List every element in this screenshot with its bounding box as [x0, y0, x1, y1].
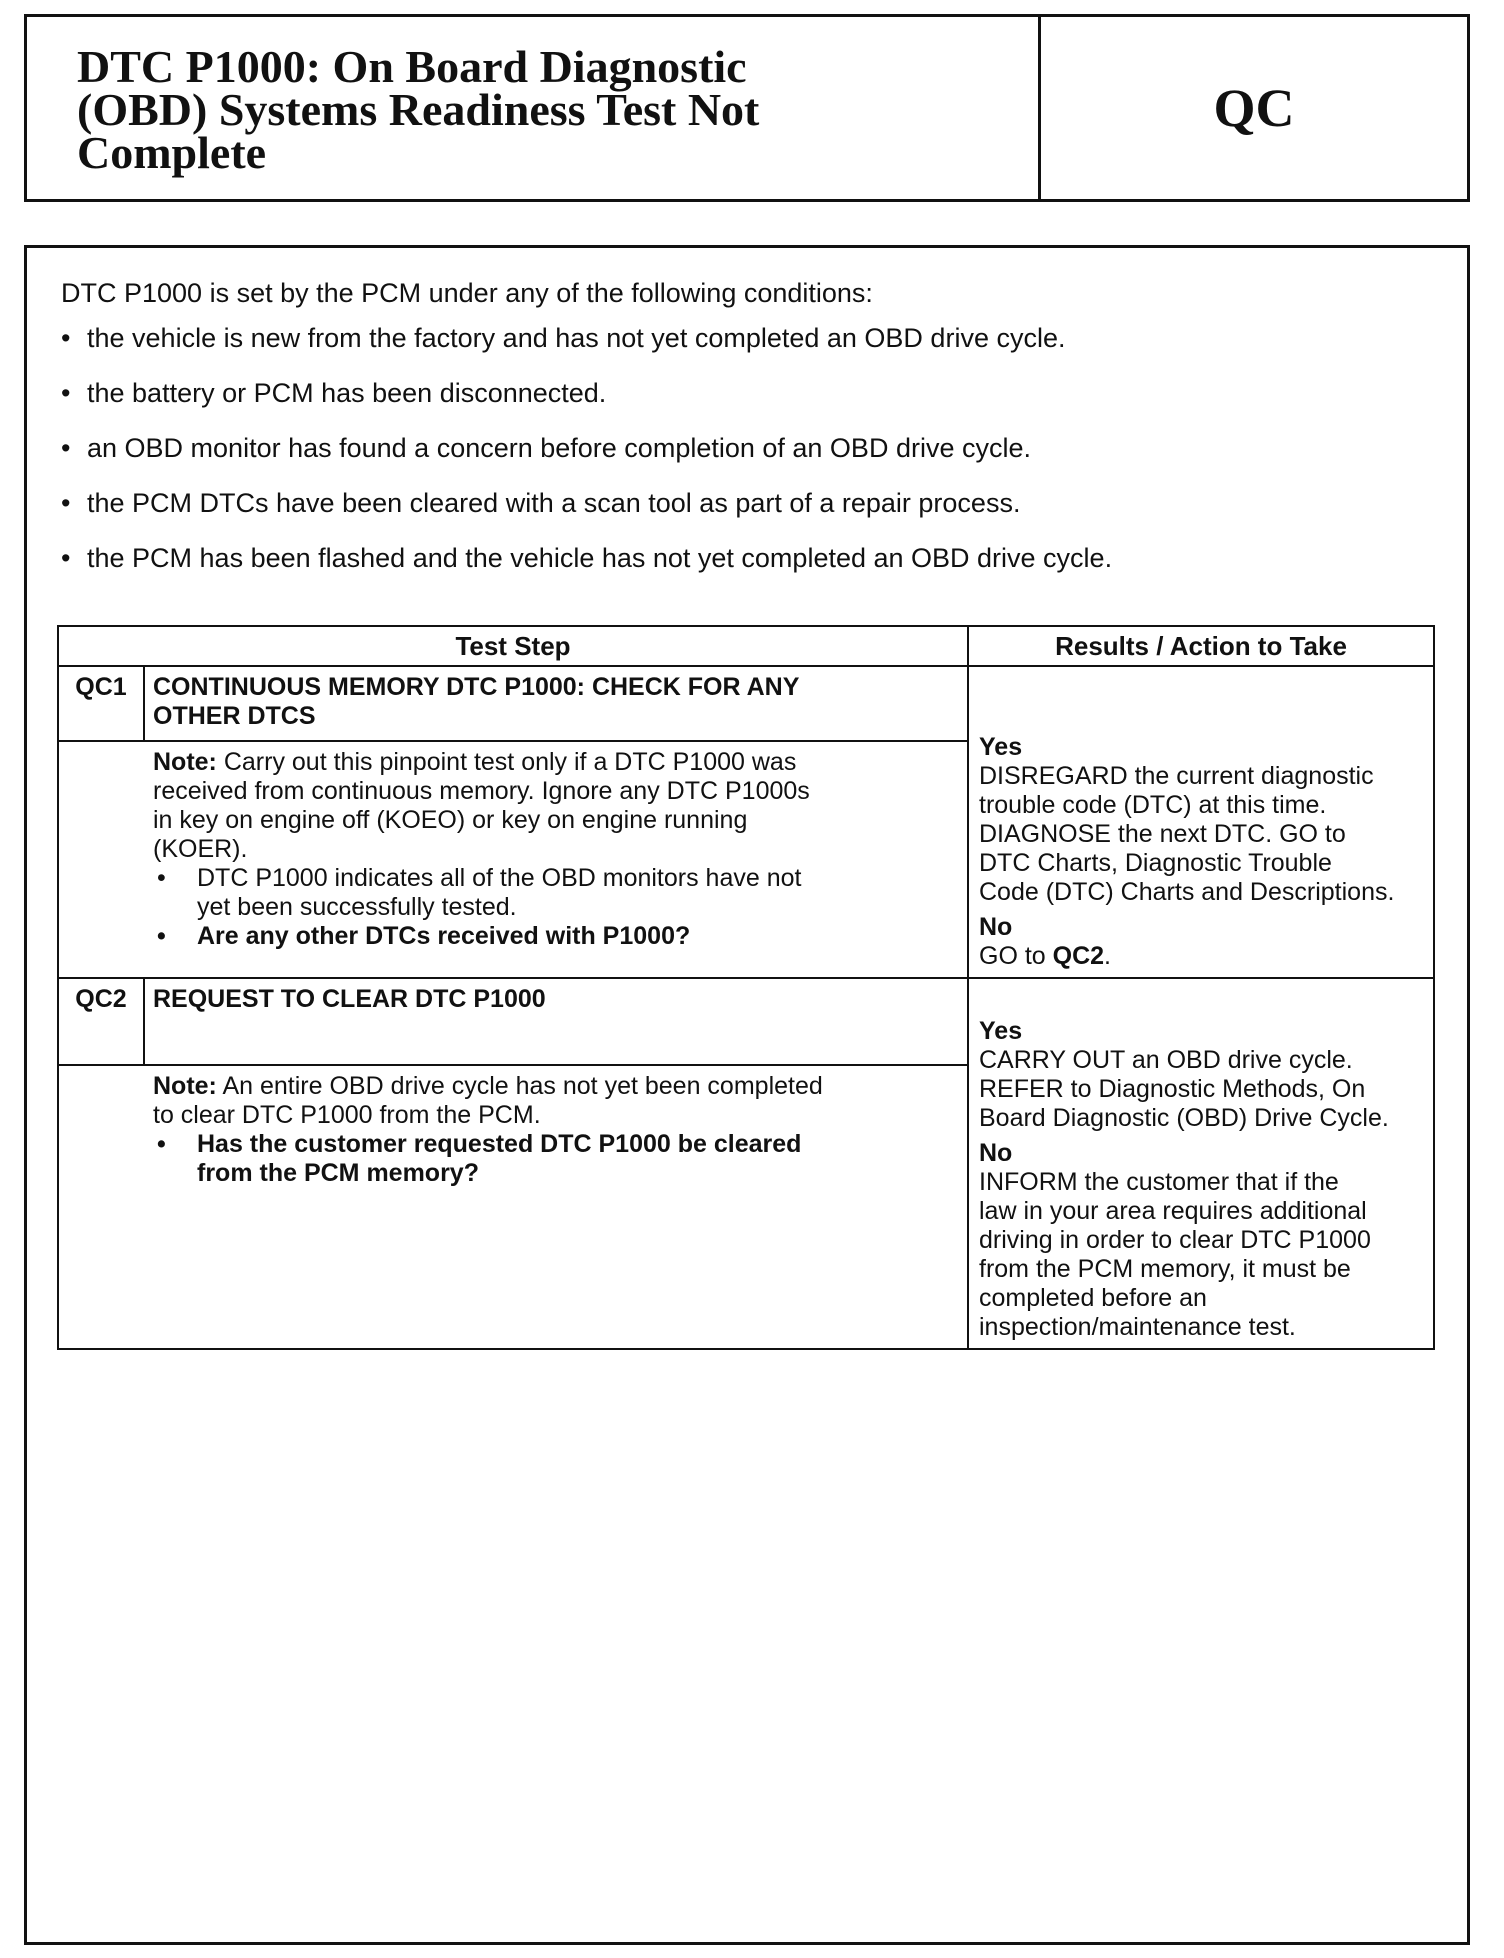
result-line: INFORM the customer that if the: [979, 1168, 1339, 1196]
bullet-line: Are any other DTCs received with P1000?: [197, 922, 691, 951]
column-header-test-step: Test Step: [58, 626, 968, 666]
no-label: No: [979, 913, 1013, 941]
condition-text: the PCM has been flashed and the vehicle has not yet completed an OBD drive cycle.: [87, 543, 1113, 573]
note-label: Note:: [153, 748, 217, 777]
note-label: Note:: [153, 1072, 217, 1101]
list-item: [61, 538, 1112, 593]
result-line: trouble code (DTC) at this time.: [979, 791, 1327, 819]
note-line: in key on engine off (KOEO) or key on engine running: [153, 806, 748, 835]
result-line: CARRY OUT an OBD drive cycle.: [979, 1046, 1353, 1074]
qc2-link[interactable]: QC2: [1052, 942, 1105, 970]
header-box: [24, 14, 1470, 202]
content-box: [24, 245, 1470, 1945]
note-line: [153, 1072, 959, 1101]
bullet-icon: •: [157, 1130, 166, 1159]
condition-text: the vehicle is new from the factory and has not yet completed an OBD drive cycle.: [87, 323, 1066, 353]
yes-label: Yes: [979, 733, 1023, 761]
column-header-results: Results / Action to Take: [968, 626, 1434, 666]
note-line: received from continuous memory. Ignore any DTC P1000s: [153, 777, 810, 806]
bullet-item: [153, 1130, 959, 1188]
step-title-line: CONTINUOUS MEMORY DTC P1000: CHECK FOR ANY: [153, 673, 800, 701]
no-label: No: [979, 1139, 1013, 1167]
bullet-icon: •: [157, 922, 166, 951]
bullet-icon: •: [61, 488, 71, 518]
result-line: DIAGNOSE the next DTC. GO to: [979, 820, 1346, 848]
test-step-table: [57, 625, 1435, 1350]
bullet-line: Has the customer requested DTC P1000 be cleared: [197, 1130, 802, 1159]
result-line: Code (DTC) Charts and Descriptions.: [979, 878, 1395, 906]
title-line: (OBD) Systems Readiness Test Not: [77, 84, 760, 135]
page-title: [27, 17, 1041, 199]
note-line: (KOER).: [153, 835, 248, 864]
intro-text: DTC P1000 is set by the PCM under any of the following conditions:: [61, 278, 873, 308]
step-title: [144, 978, 968, 1065]
note-text: An entire OBD drive cycle has not yet been completed: [216, 1072, 823, 1101]
result-line: from the PCM memory, it must be: [979, 1255, 1351, 1283]
result-line: DISREGARD the current diagnostic: [979, 762, 1374, 790]
result-line: driving in order to clear DTC P1000: [979, 1226, 1371, 1254]
bullet-item: [153, 864, 959, 922]
no-prefix: GO to: [979, 942, 1053, 970]
result-line: completed before an: [979, 1284, 1207, 1312]
result-line: inspection/maintenance test.: [979, 1313, 1296, 1341]
list-item: [61, 373, 1112, 428]
conditions-list: [61, 318, 1112, 593]
result-line: DTC Charts, Diagnostic Trouble: [979, 849, 1332, 877]
step-title-line: REQUEST TO CLEAR DTC P1000: [153, 985, 546, 1013]
bullet-icon: •: [61, 433, 71, 463]
section-code: QC: [1213, 78, 1295, 138]
result-line: REFER to Diagnostic Methods, On: [979, 1075, 1366, 1103]
bullet-icon: •: [61, 323, 71, 353]
condition-text: the PCM DTCs have been cleared with a scan tool as part of a repair process.: [87, 488, 1021, 518]
result-line: [979, 942, 1433, 971]
bullet-line: DTC P1000 indicates all of the OBD monitors have not: [197, 864, 802, 893]
note-text: Carry out this pinpoint test only if a DTC P1000 was: [216, 748, 797, 777]
step-id: QC1: [58, 666, 144, 741]
step-id: QC2: [58, 978, 144, 1065]
step-body: [58, 741, 968, 978]
bullet-line: yet been successfully tested.: [197, 893, 517, 922]
yes-label: Yes: [979, 1017, 1023, 1045]
step-results: [968, 978, 1434, 1349]
bullet-line: from the PCM memory?: [197, 1159, 479, 1188]
bullet-icon: •: [61, 543, 71, 573]
no-suffix: .: [1104, 942, 1111, 970]
condition-text: an OBD monitor has found a concern before completion of an OBD drive cycle.: [87, 433, 1031, 463]
list-item: [61, 318, 1112, 373]
note-line: to clear DTC P1000 from the PCM.: [153, 1101, 541, 1130]
step-title: [144, 666, 968, 741]
result-line: law in your area requires additional: [979, 1197, 1367, 1225]
step-results: [968, 666, 1434, 978]
step-title-line: OTHER DTCS: [153, 702, 316, 730]
bullet-item: [153, 922, 959, 951]
bullet-icon: •: [157, 864, 166, 893]
bullet-icon: •: [61, 378, 71, 408]
result-line: Board Diagnostic (OBD) Drive Cycle.: [979, 1104, 1389, 1132]
list-item: [61, 428, 1112, 483]
title-line: DTC P1000: On Board Diagnostic: [77, 41, 747, 92]
condition-text: the battery or PCM has been disconnected.: [87, 378, 607, 408]
note-line: [153, 748, 959, 777]
step-body: [58, 1065, 968, 1349]
list-item: [61, 483, 1112, 538]
title-line: Complete: [77, 127, 267, 178]
